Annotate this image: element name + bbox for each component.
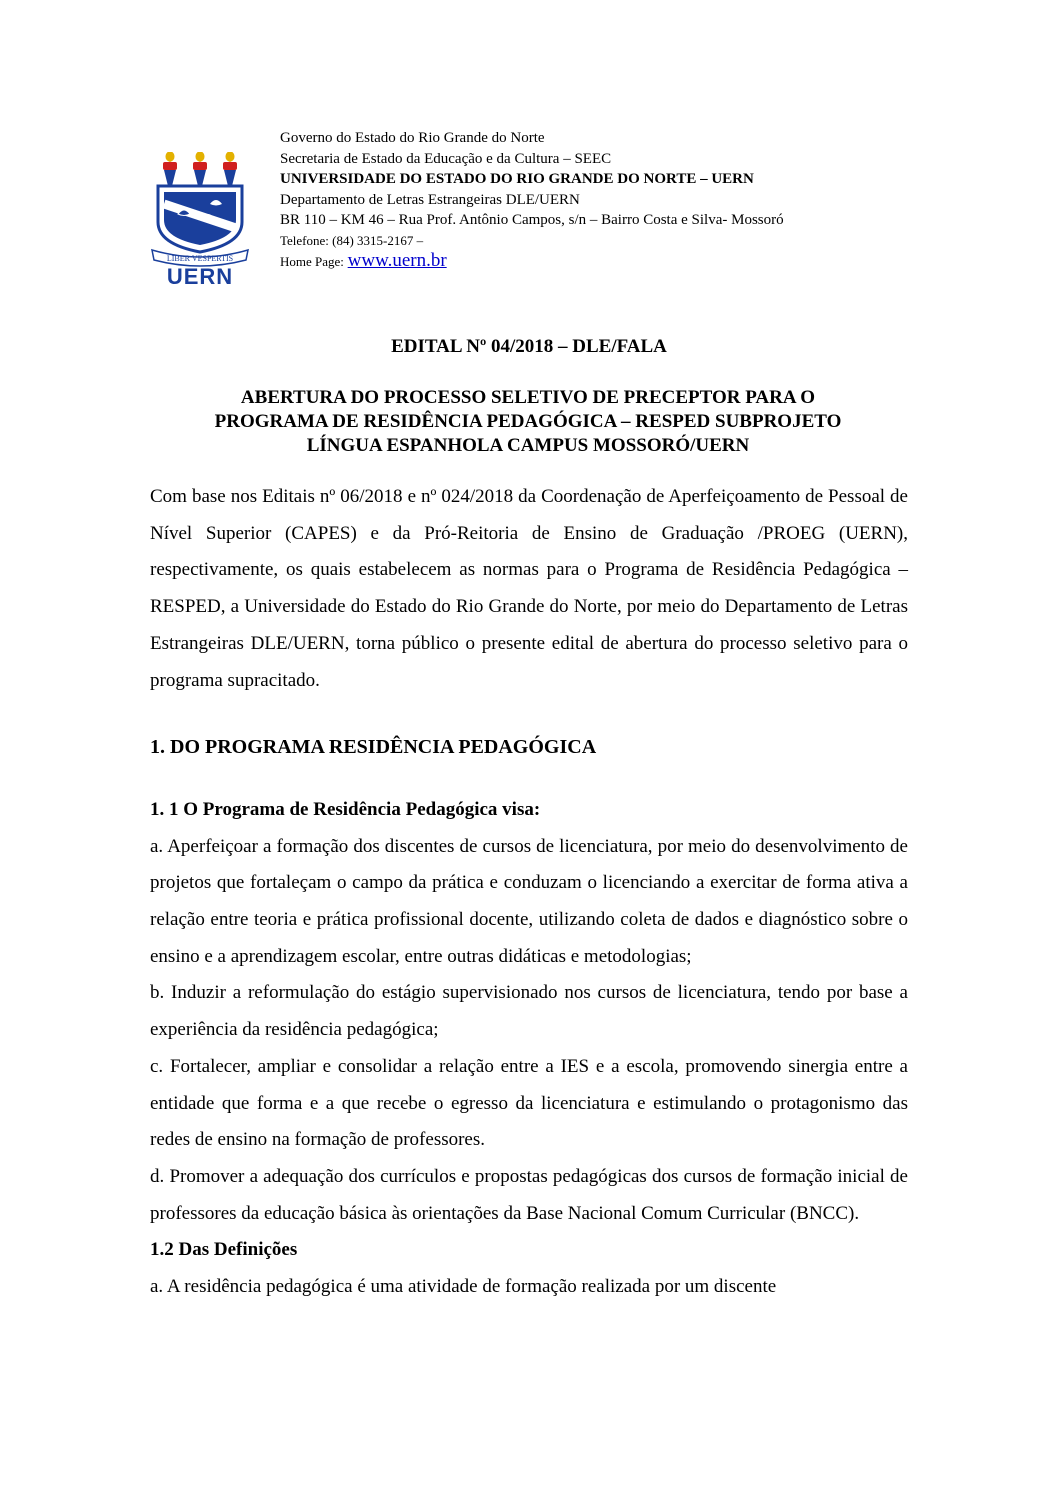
edital-number: EDITAL Nº 04/2018 – DLE/FALA bbox=[391, 336, 667, 357]
uern-logo bbox=[150, 152, 250, 286]
subsection-heading: 1.2 Das Definições bbox=[150, 1239, 298, 1261]
letterhead-secretariat: Secretaria de Estado da Educação e da Cultura – SEEC bbox=[280, 150, 612, 167]
home-page-link[interactable]: www.uern.br bbox=[347, 250, 447, 271]
logo-motto: LIBER VESPERTIS bbox=[166, 254, 234, 263]
list-item: d. Promover a adequação dos currículos e propostas pedagógicas dos cursos de formação inicial de professores da educação básica às orientações da Base Nacional Comum Curricular (BNCC). bbox=[150, 1165, 908, 1224]
letterhead-address: BR 110 – KM 46 – Rua Prof. Antônio Campos, s/n – Bairro Costa e Silva- Mossoró bbox=[280, 212, 784, 228]
letterhead-university: UNIVERSIDADE DO ESTADO DO RIO GRANDE DO NORTE – UERN bbox=[280, 171, 754, 187]
list-item: b. Induzir a reformulação do estágio supervisionado nos cursos de licenciatura, tendo por base a experiência da residência pedagógica; bbox=[150, 982, 908, 1041]
subsection-heading: 1. 1 O Programa de Residência Pedagógica visa: bbox=[150, 798, 541, 820]
letterhead bbox=[280, 128, 784, 273]
home-page-label: Home Page: bbox=[280, 254, 344, 269]
intro-paragraph: Com base nos Editais nº 06/2018 e nº 024/2018 da Coordenação de Aperfeiçoamento de Pessoal de Nível Superior (CAPES) e da Pró-Reitoria de Ensino de Graduação /PROEG (UERN), respectivamente, os quais estabelecem as normas para o Programa de Residência Pedagógica – RESPED, a Universidade do Estado do Rio Grande do Norte, por meio do Departamento de Letras Estrangeiras DLE/UERN, torna público o presente edital de abertura do processo seletivo para o programa supracitado. bbox=[150, 486, 908, 691]
edital-title bbox=[140, 386, 916, 458]
logo-name: UERN bbox=[166, 264, 234, 286]
letterhead-government: Governo do Estado do Rio Grande do Norte bbox=[280, 130, 545, 146]
list-item: c. Fortalecer, ampliar e consolidar a relação entre a IES e a escola, promovendo sinergia entre a entidade que forma e a que recebe o egresso da licenciatura e estimulando o protagonismo das redes de ensino na formação de professores. bbox=[150, 1055, 908, 1151]
list-item: a. Aperfeiçoar a formação dos discentes de cursos de licenciatura, por meio do desenvolvimento de projetos que fortaleçam o campo da prática e conduzam o licenciando a exercitar de forma ativa a relação entre teoria e prática profissional docente, utilizando coleta de dados e diagnóstico sobre o ensino e a aprendizagem escolar, entre outras didáticas e metodologias; bbox=[150, 835, 908, 967]
letterhead-department: Departamento de Letras Estrangeiras DLE/UERN bbox=[280, 191, 580, 208]
torch-icons bbox=[163, 152, 237, 186]
definition-item: a. A residência pedagógica é uma atividade de formação realizada por um discente bbox=[150, 1276, 777, 1298]
letterhead-phone: Telefone: (84) 3315-2167 – bbox=[280, 232, 424, 248]
edital-title-line: PROGRAMA DE RESIDÊNCIA PEDAGÓGICA – RESPED SUBPROJETO bbox=[214, 411, 842, 432]
edital-title-line: LÍNGUA ESPANHOLA CAMPUS MOSSORÓ/UERN bbox=[306, 435, 750, 456]
edital-title-line: ABERTURA DO PROCESSO SELETIVO DE PRECEPTOR PARA O bbox=[240, 387, 816, 408]
document-body bbox=[150, 479, 908, 1306]
section-heading: 1. DO PROGRAMA RESIDÊNCIA PEDAGÓGICA bbox=[150, 736, 597, 759]
